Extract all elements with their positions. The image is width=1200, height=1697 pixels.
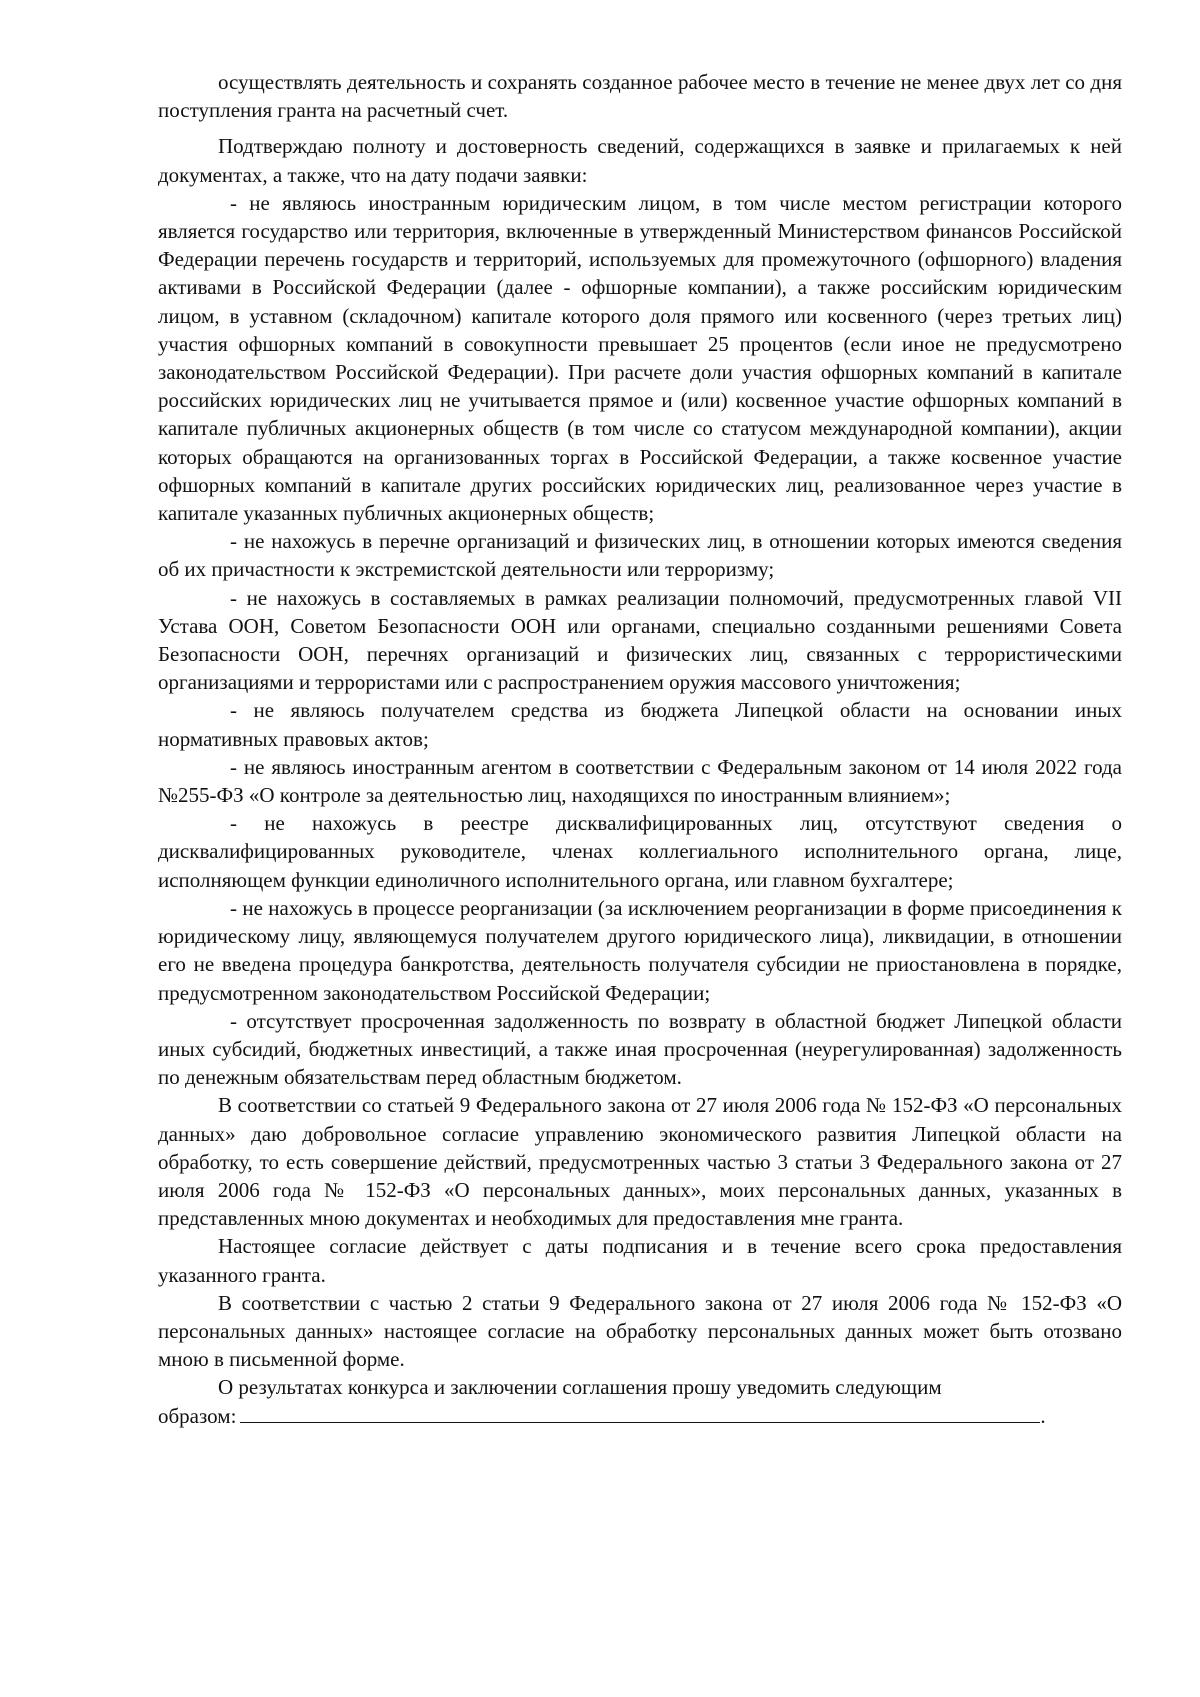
- list-item-reorganization: - не нахожусь в процессе реорганизации (за исключением реорганизации в форме присоединения к юридическому лицу, являющемуся получателем другого юридического лица), ликвидации, в отношении его не введена процедура банкротства, деятельность получателя субсидии не приостановлена в порядке, предусмотренном законодательством Российской Федерации;: [158, 895, 1122, 1005]
- paragraph-intro: осуществлять деятельность и сохранять созданное рабочее место в течение не менее двух лет со дня поступления гранта на расчетный счет.: [158, 70, 1122, 123]
- paragraph-consent-revocation: В соответствии с частью 2 статьи 9 Федерального закона от 27 июля 2006 года № 152-ФЗ «О персональных данных» настоящее согласие на обработку персональных данных может быть отозвано мною в письменной форме.: [158, 1290, 1122, 1372]
- list-item-foreign-agent: - не являюсь иностранным агентом в соответствии с Федеральным законом от 14 июля 2022 года №255-ФЗ «О контроле за деятельностью лиц, находящихся по иностранным влиянием»;: [158, 754, 1122, 808]
- notification-method-blank-line[interactable]: [240, 1404, 1040, 1423]
- notification-method-end: .: [1040, 1403, 1046, 1428]
- list-item-debt: - отсутствует просроченная задолженность по возврату в областной бюджет Липецкой области иных субсидий, бюджетных инвестиций, а также иная просроченная (неурегулированная) задолженность по денежным обязательствам перед областным бюджетом.: [158, 1008, 1122, 1090]
- notification-method-label: образом:: [158, 1403, 237, 1428]
- list-item-disqualified: - не нахожусь в реестре дисквалифицированных лиц, отсутствуют сведения о дисквалифицированных руководителе, членах коллегиального исполнительного органа, лице, исполняющем функции единоличного исполнительного органа, или главном бухгалтере;: [158, 811, 1122, 892]
- list-item-extremism: - не нахожусь в перечне организаций и физических лиц, в отношении которых имеются сведения об их причастности к экстремистской деятельности или терроризму;: [158, 529, 1122, 582]
- notification-method-line: [158, 1402, 1122, 1430]
- paragraph-confirmation: Подтверждаю полноту и достоверность сведений, содержащихся в заявке и прилагаемых к ней документах, а также, что на дату подачи заявки:: [158, 134, 1122, 187]
- list-item-offshore: - не являюсь иностранным юридическим лицом, в том числе местом регистрации которого является государство или территория, включенные в утвержденный Министерством финансов Российской Федерации перечень государств и территорий, используемых для промежуточного (офшорного) владения активами в Российской Федерации (далее - офшорные компании), а также российским юридическим лицом, в уставном (складочном) капитале которого доля прямого или косвенного (через третьих лиц) участия офшорных компаний в совокупности превышает 25 процентов (если иное не предусмотрено законодательством Российской Федерации). При расчете доли участия офшорных компаний в капитале российских юридических лиц не учитывается прямое и (или) косвенное участие офшорных компаний в капитале публичных акционерных обществ (в том числе со статусом международной компании), акции которых обращаются на организованных торгах в Российской Федерации, а также косвенное участие офшорных компаний в капитале других российских юридических лиц, реализованное через участие в капитале указанных публичных акционерных обществ;: [158, 190, 1122, 526]
- paragraph-consent-term: Настоящее согласие действует с даты подписания и в течение всего срока предоставления указанного гранта.: [158, 1234, 1122, 1287]
- list-item-budget-recipient: - не являюсь получателем средства из бюджета Липецкой области на основании иных нормативных правовых актов;: [158, 698, 1122, 751]
- list-item-un-sanctions: - не нахожусь в составляемых в рамках реализации полномочий, предусмотренных главой VII Устава ООН, Советом Безопасности ООН или органами, специально созданными решениями Совета Безопасности ООН, перечнях организаций и физических лиц, связанных с террористическими организациями и террористами или с распространением оружия массового уничтожения;: [158, 585, 1122, 695]
- paragraph-notification: О результатах конкурса и заключении соглашения прошу уведомить следующим: [218, 1375, 942, 1400]
- paragraph-personal-data-consent: В соответствии со статьей 9 Федерального закона от 27 июля 2006 года № 152-ФЗ «О персональных данных» даю добровольное согласие управлению экономического развития Липецкой области на обработку, то есть совершение действий, предусмотренных частью 3 статьи 3 Федерального закона от 27 июля 2006 года № 152-ФЗ «О персональных данных», моих персональных данных, указанных в представленных мною документах и необходимых для предоставления мне гранта.: [158, 1093, 1122, 1231]
